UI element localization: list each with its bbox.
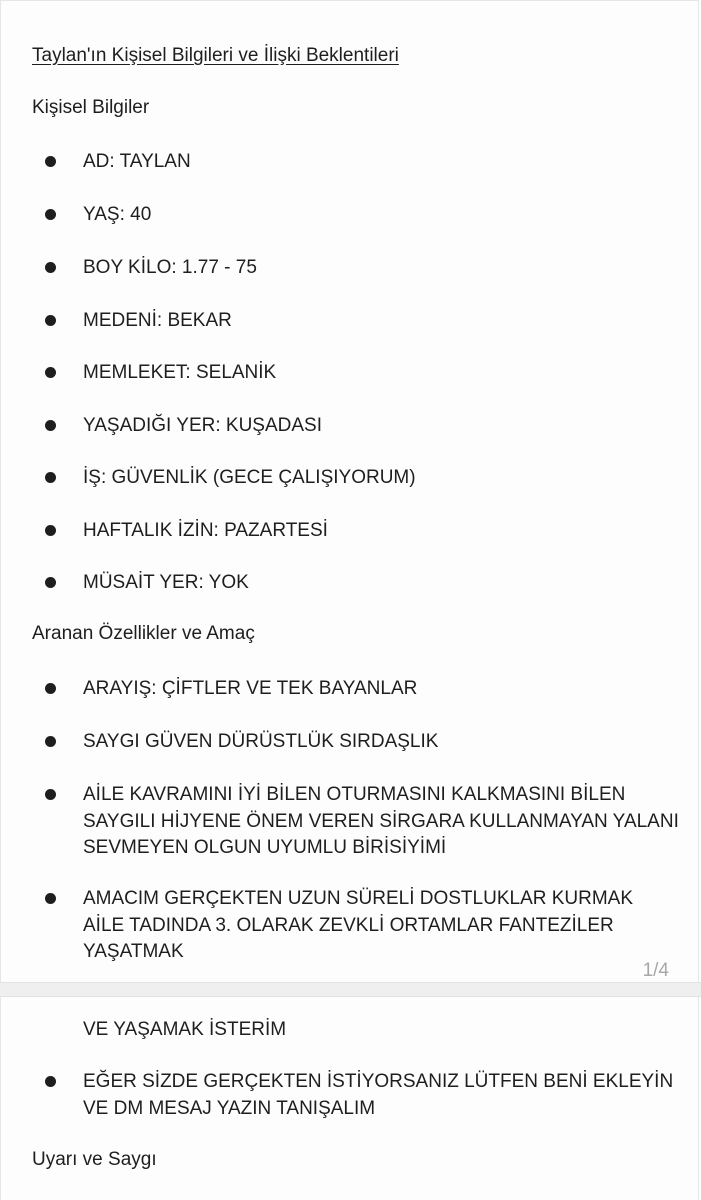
list-item-text: AİLE KAVRAMINI İYİ BİLEN OTURMASINI KALKMASINI BİLEN SAYGILI HİJYENE ÖNEM VEREN SİRGARA KULLANMAYAN YALANI SEVMEYEN OLGUN UYUMLU BİRİSİYİMİ [83, 784, 685, 858]
list-item-text: ARAYIŞ: ÇİFTLER VE TEK BAYANLAR [83, 678, 418, 699]
list-item-text: YAŞ: 40 [83, 204, 152, 225]
bullet-icon [45, 367, 56, 378]
section-heading-personal-info: Kişisel Bilgiler [32, 97, 150, 118]
list-item-text: HAFTALIK İZİN: PAZARTESİ [83, 520, 328, 541]
bullet-icon [45, 472, 56, 483]
list-item-text: MEMLEKET: SELANİK [83, 362, 277, 383]
list-item-text: AD: TAYLAN [83, 151, 191, 172]
page-separator [0, 982, 701, 997]
bullet-icon [45, 683, 56, 694]
section-heading-sought-qualities: Aranan Özellikler ve Amaç [32, 623, 255, 644]
page-number: 1/4 [642, 960, 669, 981]
bullet-icon [45, 315, 56, 326]
list-item-text: MÜSAİT YER: YOK [83, 572, 249, 593]
list-item-text: EĞER SİZDE GERÇEKTEN İSTİYORSANIZ LÜTFEN BENİ EKLEYİN VE DM MESAJ YAZIN TANIŞALIM [83, 1071, 679, 1119]
bullet-icon [45, 209, 56, 220]
list-item-text: VE YAŞAMAK İSTERİM [83, 1019, 287, 1040]
bullet-icon [45, 156, 56, 167]
list-item-text: MEDENİ: BEKAR [83, 310, 232, 331]
bullet-icon [45, 525, 56, 536]
document-page-2 [0, 997, 699, 1200]
section-heading-warning: Uyarı ve Saygı [32, 1149, 157, 1170]
list-item-text: BOY KİLO: 1.77 - 75 [83, 257, 257, 278]
bullet-icon [45, 736, 56, 747]
bullet-icon [45, 1076, 56, 1087]
bullet-icon [45, 420, 56, 431]
bullet-icon [45, 893, 56, 904]
bullet-icon [45, 577, 56, 588]
list-item-text: AMACIM GERÇEKTEN UZUN SÜRELİ DOSTLUKLAR KURMAK AİLE TADINDA 3. OLARAK ZEVKLİ ORTAMLAR FANTEZİLER YAŞATMAK [83, 888, 643, 962]
bullet-icon [45, 262, 56, 273]
list-item-text: İŞ: GÜVENLİK (GECE ÇALIŞIYORUM) [83, 467, 416, 488]
list-item-text: YAŞADIĞI YER: KUŞADASI [83, 415, 322, 436]
bullet-icon [45, 789, 56, 800]
document-title: Taylan'ın Kişisel Bilgileri ve İlişki Beklentileri [32, 45, 399, 66]
list-item-text: SAYGI GÜVEN DÜRÜSTLÜK SIRDAŞLIK [83, 731, 439, 752]
